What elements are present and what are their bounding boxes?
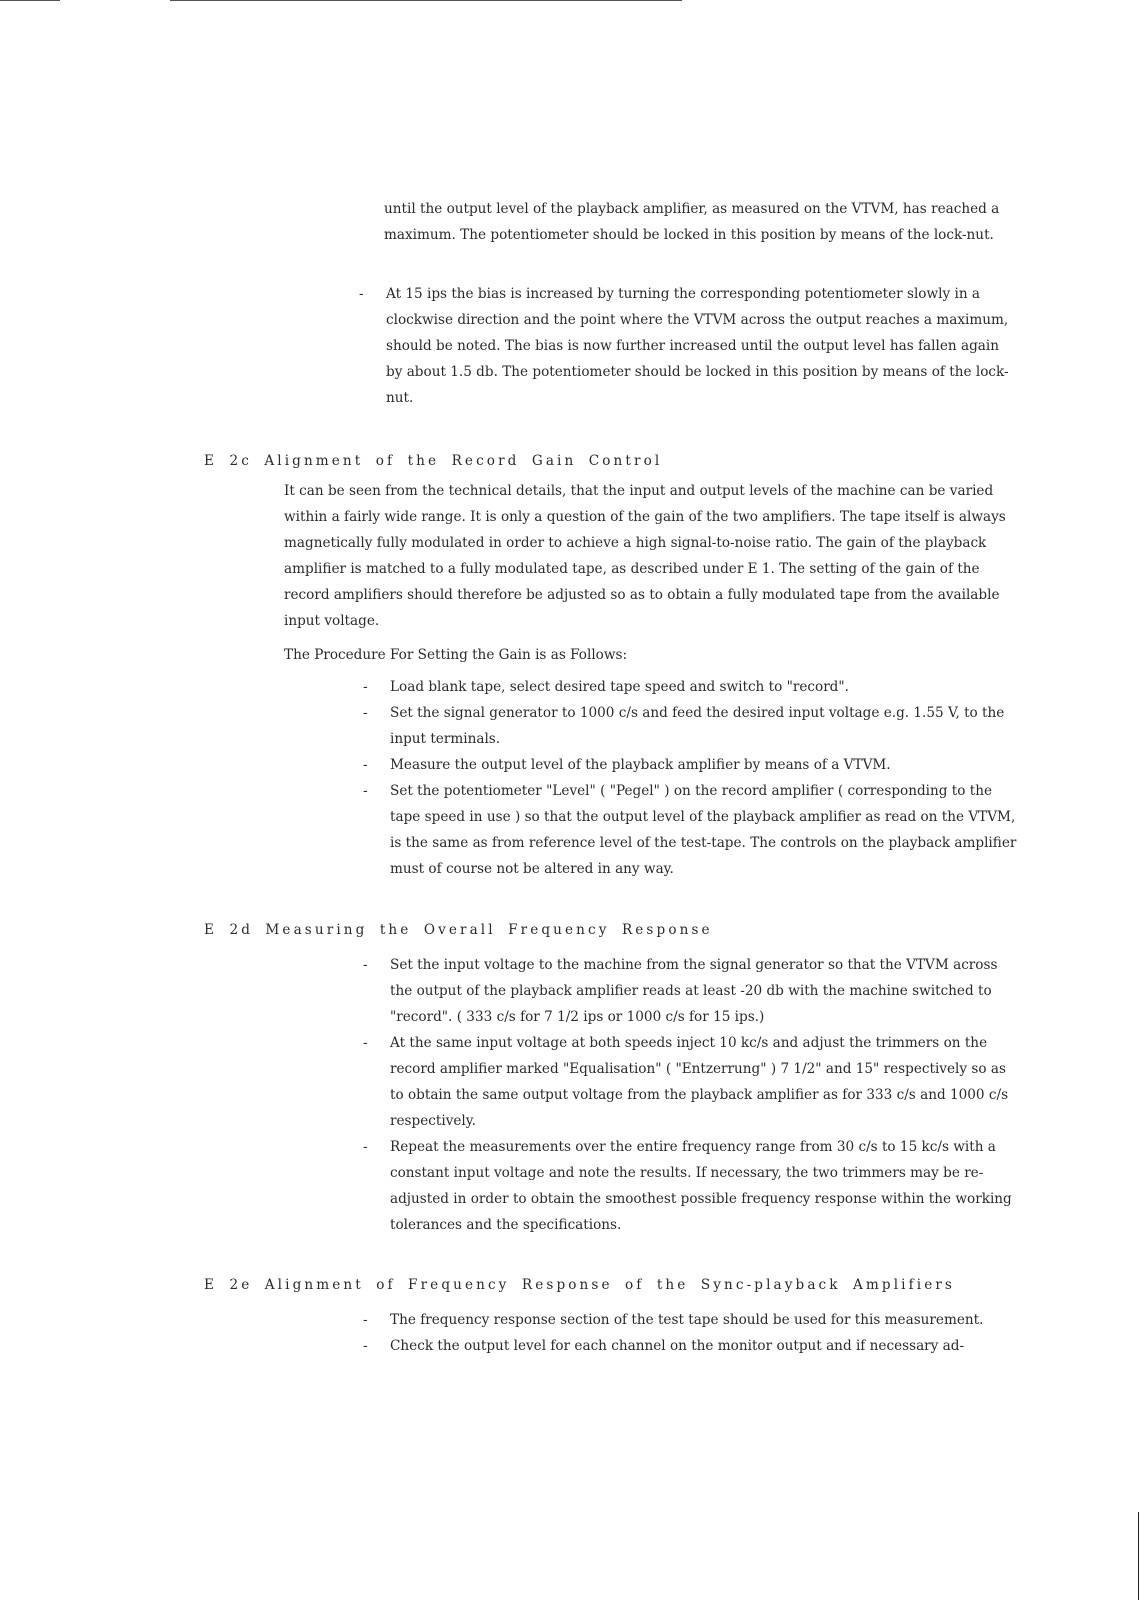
bullet-dash: - xyxy=(363,1312,368,1328)
list-item xyxy=(363,752,1021,778)
section-heading-e2e: E 2e Alignment of Frequency Response of the Sync-playback Amplifiers xyxy=(204,1277,956,1293)
list-item xyxy=(363,1030,1021,1134)
right-edge-scan-mark xyxy=(1138,1512,1139,1600)
section-heading-e2d: E 2d Measuring the Overall Frequency Response xyxy=(204,922,713,938)
section-heading-e2c: E 2c Alignment of the Record Gain Control xyxy=(204,453,663,469)
section-e2e-bullets-block xyxy=(363,1307,1027,1359)
list-item xyxy=(363,1134,1021,1238)
list-item xyxy=(363,952,1021,1030)
list-item-text: The frequency response section of the test tape should be used for this measurement. xyxy=(390,1312,984,1328)
top-scan-rule-left xyxy=(0,0,60,1)
section-e2e-bullet-list xyxy=(363,1307,1027,1359)
list-item xyxy=(363,778,1021,882)
procedure-title-block xyxy=(284,642,884,668)
bullet-dash: - xyxy=(363,705,368,721)
bullet-dash: - xyxy=(359,286,364,302)
section-e2c-body xyxy=(284,478,1022,634)
bullet-dash: - xyxy=(363,1139,368,1155)
intro-bullets-block xyxy=(359,281,1016,411)
list-item-text: Measure the output level of the playback amplifier by means of a VTVM. xyxy=(390,757,891,773)
bullet-dash: - xyxy=(363,757,368,773)
intro-block xyxy=(384,196,1016,248)
bullet-dash: - xyxy=(363,1035,368,1051)
list-item xyxy=(363,674,1021,700)
bullet-dash: - xyxy=(363,783,368,799)
list-item-text: Set the input voltage to the machine from the signal generator so that the VTVM across the output of the playback amplifier reads at least -20 db with the machine switched to "record". ( 333 c/s for 7 1/2 ips or 1000 c/s for 15 ips.) xyxy=(390,957,998,1025)
intro-paragraph: until the output level of the playback amplifier, as measured on the VTVM, has reached a maximum. The potentiometer should be locked in this position by means of the lock-nut. xyxy=(384,201,1000,243)
section-e2c-bullets-block xyxy=(363,674,1021,882)
intro-bullet-list xyxy=(359,281,1016,411)
bullet-dash: - xyxy=(363,1338,368,1354)
top-scan-rule-right xyxy=(170,0,682,1)
section-e2d-bullet-list xyxy=(363,952,1021,1238)
list-item xyxy=(363,1333,1027,1359)
list-item-text: At the same input voltage at both speeds inject 10 kc/s and adjust the trimmers on the record amplifier marked "Equalisation" ( "Entzerrung" ) 7 1/2" and 15" respectively so as to obtain the same output voltage from the playback amplifier as for 333 c/s and 1000 c/s respectively. xyxy=(390,1035,1009,1129)
section-e2d-bullets-block xyxy=(363,952,1021,1238)
list-item xyxy=(359,281,1016,411)
list-item-text: Check the output level for each channel on the monitor output and if necessary ad- xyxy=(390,1338,965,1354)
bullet-dash: - xyxy=(363,957,368,973)
list-item-text: Set the signal generator to 1000 c/s and feed the desired input voltage e.g. 1.55 V, to the input terminals. xyxy=(390,705,1005,747)
list-item-text: At 15 ips the bias is increased by turning the corresponding potentiometer slowly in a clockwise direction and the point where the VTVM across the output reaches a maximum, should be noted. The bias is now further increased until the output level has fallen again by about 1.5 db. The potentiometer should be locked in this position by means of the lock-nut. xyxy=(386,286,1009,406)
list-item xyxy=(363,1307,1027,1333)
section-e2c-bullet-list xyxy=(363,674,1021,882)
list-item-text: Load blank tape, select desired tape speed and switch to "record". xyxy=(390,679,849,695)
bullet-dash: - xyxy=(363,679,368,695)
list-item-text: Set the potentiometer "Level" ( "Pegel" ) on the record amplifier ( corresponding to the tape speed in use ) so that the output level of the playback amplifier as read on the VTVM, is the same as from reference level of the test-tape. The controls on the playback amplifier must of course not be altered in any way. xyxy=(390,783,1017,877)
list-item-text: Repeat the measurements over the entire frequency range from 30 c/s to 15 kc/s with a constant input voltage and note the results. If necessary, the two trimmers may be re-adjusted in order to obtain the smoothest possible frequency response within the working tolerances and the specifications. xyxy=(390,1139,1012,1233)
section-e2c-paragraph: It can be seen from the technical details, that the input and output levels of the machine can be varied within a fairly wide range. It is only a question of the gain of the two amplifiers. The tape itself is always magnetically fully modulated in order to achieve a high signal-to-noise ratio. The gain of the playback amplifier is matched to a fully modulated tape, as described under E 1. The setting of the gain of the record amplifiers should therefore be adjusted so as to obtain a fully modulated tape from the available input voltage. xyxy=(284,483,1006,629)
list-item xyxy=(363,700,1021,752)
procedure-title: The Procedure For Setting the Gain is as Follows: xyxy=(284,647,628,663)
